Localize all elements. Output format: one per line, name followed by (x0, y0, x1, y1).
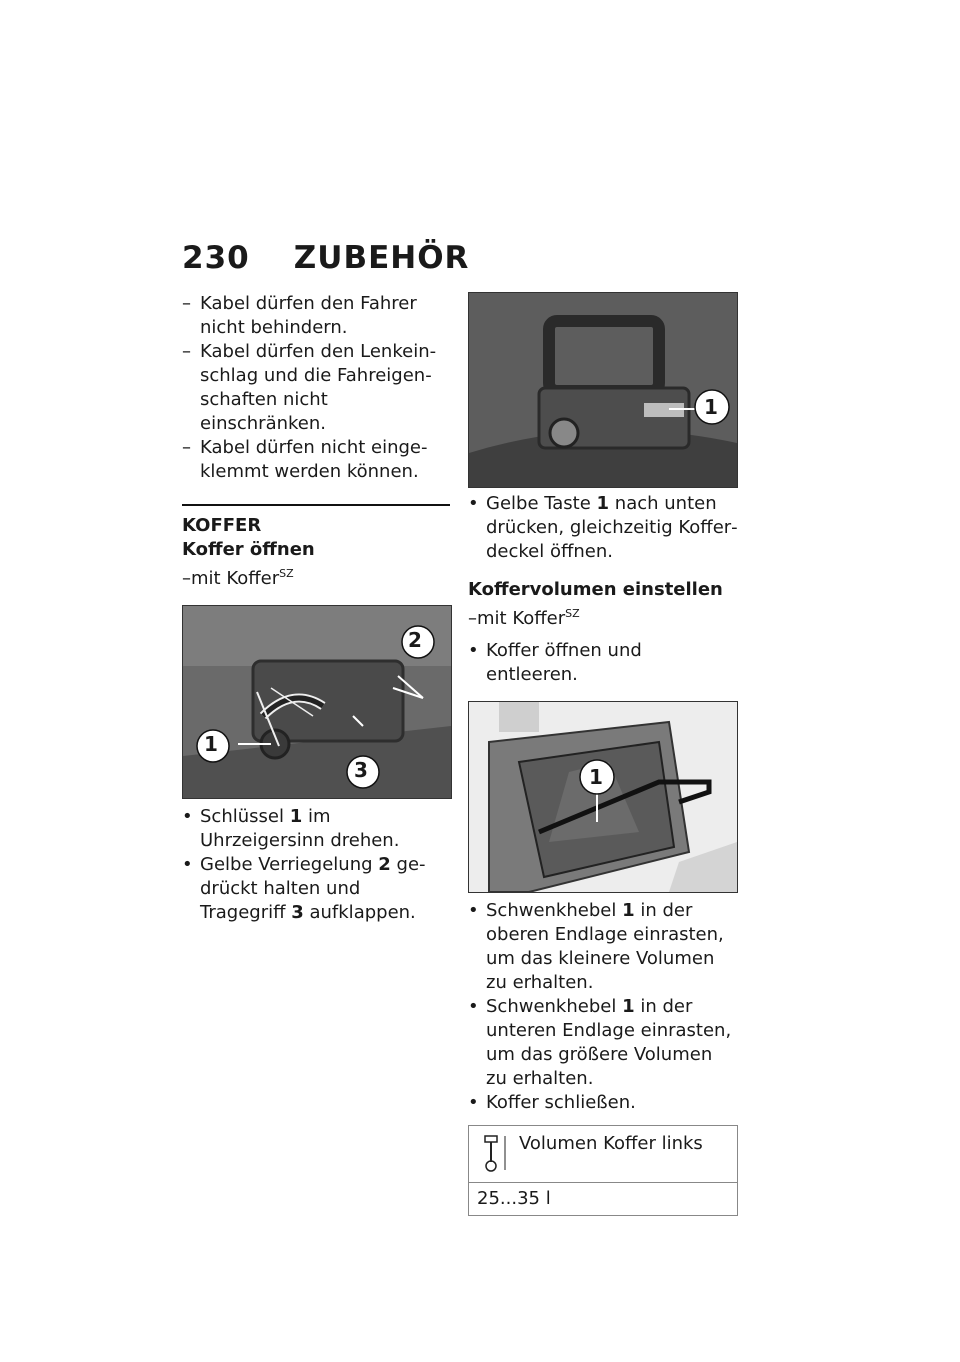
callout-2: 2 (408, 628, 422, 652)
list-item: • Gelbe Verriegelung 2 gedrückt halten und Tragegriff 3 aufklappen. (182, 854, 426, 923)
left-column (182, 292, 450, 925)
callout-1: 1 (589, 765, 603, 789)
condition: –mit Koffer$^{SZ}$ (468, 607, 580, 629)
callout-3: 3 (354, 758, 368, 782)
figure-volume (468, 701, 738, 893)
subsection-title: Koffervolumen einstellen (468, 579, 723, 600)
spec-value: 25...35 l (477, 1188, 551, 1209)
callout-1: 1 (704, 395, 718, 419)
page-number: 230 (182, 240, 250, 276)
right-column (468, 292, 738, 1216)
list-item: • Schwenkhebel 1 in der oberen Endlage einrasten, um das kleinere Volumen zu erhalten. (468, 900, 724, 993)
list-item: – Kabel dürfen nicht eingeklemmt werden können. (182, 437, 428, 482)
page-header (182, 240, 469, 276)
page-title: ZUBEHÖR (293, 240, 470, 276)
figure-handle (468, 292, 738, 488)
list-item: • Gelbe Taste 1 nach unten drücken, gleichzeitig Kofferdeckel öffnen. (468, 493, 738, 562)
list-item: • Koffer schließen. (468, 1092, 636, 1113)
list-item: – Kabel dürfen den Fahrer nicht behindern. (182, 293, 417, 338)
section-title: KOFFER (182, 504, 450, 538)
spec-label: Volumen Koffer links (519, 1133, 703, 1154)
list-item: • Koffer öffnen und entleeren. (468, 640, 642, 685)
list-item: • Schwenkhebel 1 in der unteren Endlage einrasten, um das größere Volumen zu erhalten. (468, 996, 732, 1089)
measure-icon (481, 1134, 511, 1181)
spec-box (468, 1125, 738, 1216)
list-item: – Kabel dürfen den Lenkeinschlag und die Fahreigenschaften nicht einschränken. (182, 341, 437, 434)
subsection-title: Koffer öffnen (182, 539, 315, 560)
condition: –mit Koffer$^{SZ}$ (182, 567, 294, 589)
callout-1: 1 (204, 732, 218, 756)
list-item: • Schlüssel 1 im Uhrzeigersinn drehen. (182, 806, 400, 851)
